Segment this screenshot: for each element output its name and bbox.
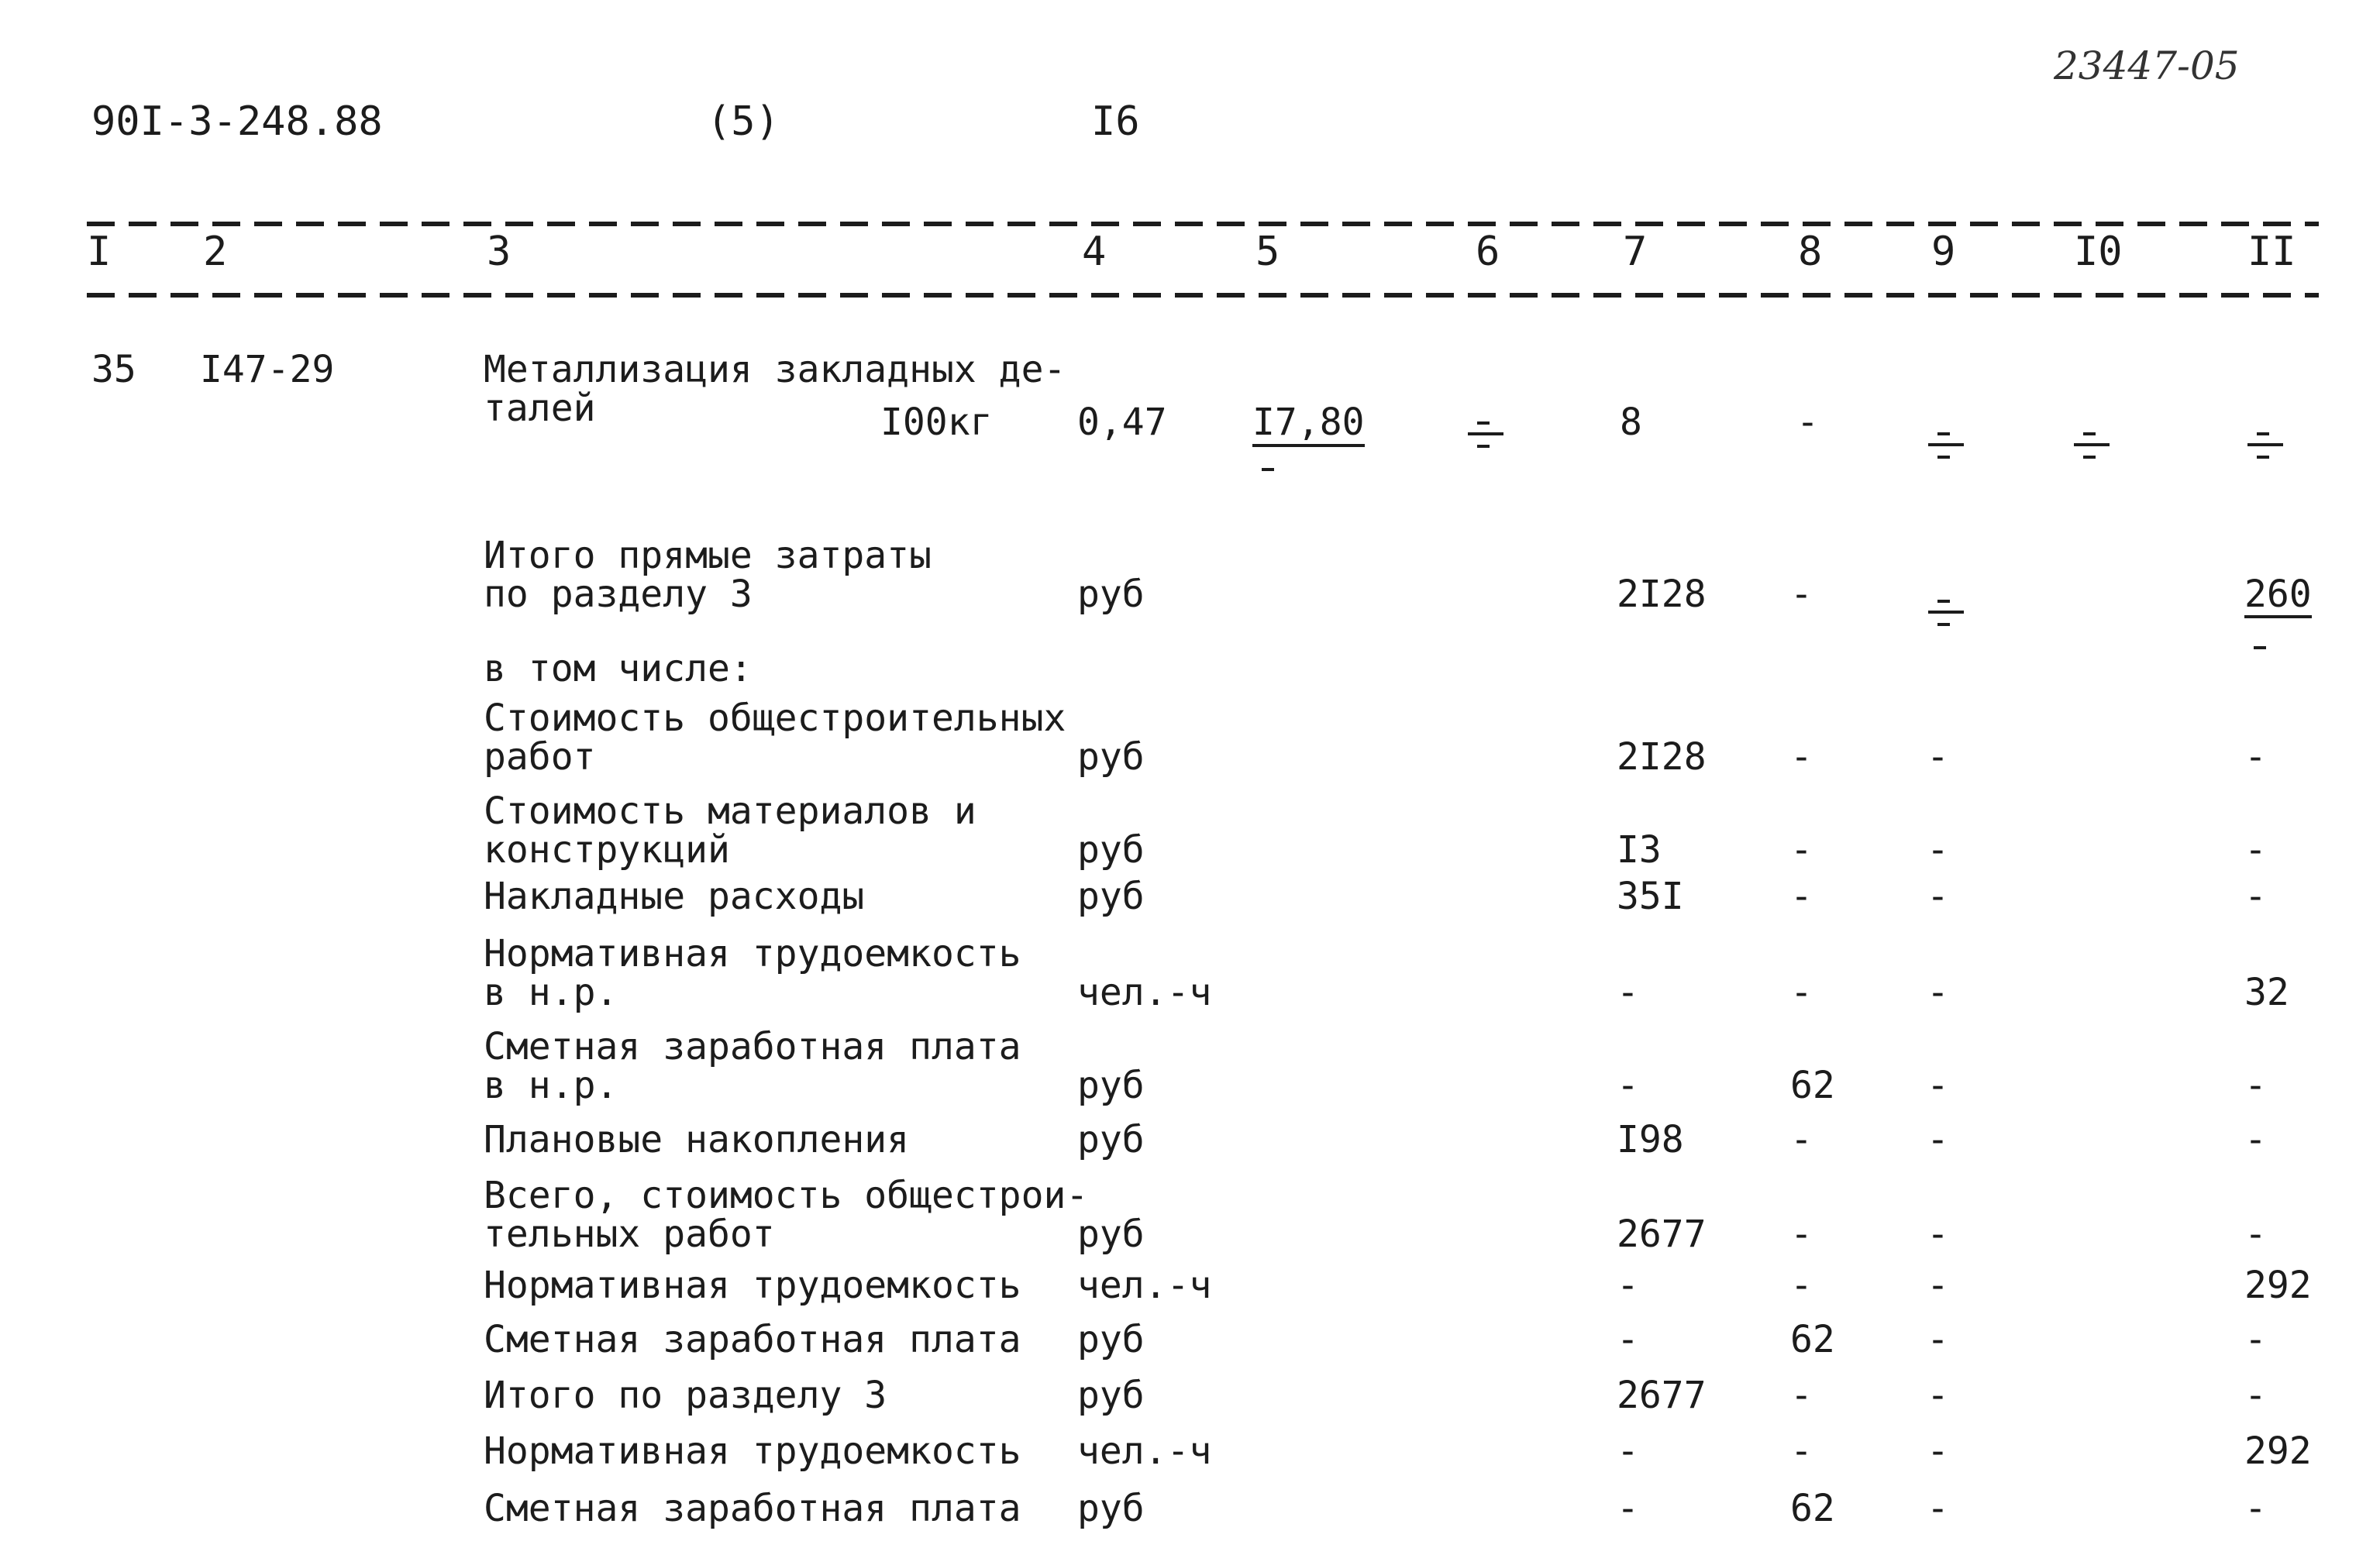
row-col9: - [1927,971,1949,1014]
row-unit: руб [1077,1487,1145,1530]
row-unit: руб [1077,1118,1145,1161]
row-col7: I98 [1617,1118,1684,1161]
column-header: 6 [1476,229,1500,275]
row-col7: - [1617,1318,1639,1361]
row-col11: - [2244,1487,2267,1530]
item-unit: I00кг [880,401,993,444]
row-col8: - [1790,573,1813,616]
row-col7: 35I [1617,875,1684,918]
item-name-line1: Металлизация закладных де- [484,348,1066,391]
column-header: 7 [1623,229,1648,275]
column-header: 2 [203,229,228,275]
fraction-mark [1252,439,1288,477]
item-col8: - [1796,401,1819,444]
row-col7: I3 [1617,828,1662,872]
row-label-line2: конструкций [484,828,730,872]
fraction-mark [1928,426,1964,465]
column-header: 9 [1931,229,1956,275]
row-label-line1: Всего, стоимость общестрои- [484,1174,1089,1217]
row-col8: 62 [1790,1487,1835,1530]
row-col8: - [1790,971,1813,1014]
row-col11: 32 [2244,971,2289,1014]
row-label-line1: Итого прямые затраты [484,534,932,577]
item-number: 35 [91,348,136,391]
part-number: (5) [707,98,780,145]
item-quantity: 0,47 [1077,401,1167,444]
column-header: 3 [487,229,511,275]
column-header: I [87,229,112,275]
dashed-rule-top [87,222,2319,226]
row-label-line1: Сметная заработная плата [484,1025,1021,1068]
fraction-mark [2247,426,2283,465]
row-label-line2: тельных работ [484,1213,775,1256]
row-unit: руб [1077,875,1145,918]
row-col7: - [1617,1064,1639,1107]
row-col11: - [2244,1213,2267,1256]
row-col7: 2I28 [1617,573,1707,616]
row-label-line1: Стоимость материалов и [484,790,976,833]
row-col11: - [2244,1374,2267,1417]
item-name-line2: талей [484,387,596,430]
row-unit: руб [1077,1318,1145,1361]
row-col8: - [1790,1374,1813,1417]
row-col11: 292 [2244,1264,2312,1307]
column-header: 5 [1255,229,1280,275]
row-col9: - [1927,1118,1949,1161]
fraction-mark [1468,415,1503,454]
item-price: I7,80 [1252,401,1365,447]
column-header: 4 [1082,229,1107,275]
row-col8: 62 [1790,1064,1835,1107]
row-unit: руб [1077,828,1145,872]
row-label-line1: Накладные расходы [484,875,865,918]
row-col8: - [1790,735,1813,779]
row-col9: - [1927,875,1949,918]
row-col9: - [1927,1264,1949,1307]
handwritten-stamp: 23447-05 [2054,43,2240,88]
row-unit: руб [1077,1064,1145,1107]
row-label-line1: Плановые накопления [484,1118,910,1161]
row-col11: - [2244,1064,2267,1107]
row-unit: руб [1077,1213,1145,1256]
row-col8: - [1790,828,1813,872]
row-col7: 2I28 [1617,735,1707,779]
row-col8: - [1790,1213,1813,1256]
row-label-line2: работ [484,735,596,779]
row-label-line1: Нормативная трудоемкость [484,932,1021,975]
row-col11: - [2244,828,2267,872]
document-code: 90I-3-248.88 [91,98,383,145]
row-col7: - [1617,1264,1639,1307]
row-unit: чел.-ч [1077,1264,1212,1307]
row-label-line1: Нормативная трудоемкость [484,1429,1021,1473]
row-label-line1: Стоимость общестроительных [484,697,1066,740]
item-col7: 8 [1620,401,1642,444]
row-col11: 292 [2244,1429,2312,1473]
row-col8: - [1790,1429,1813,1473]
row-col9: - [1927,1318,1949,1361]
row-col8: - [1790,1118,1813,1161]
row-col11: 260 [2244,573,2312,618]
fraction-mark [2244,617,2280,655]
row-col9: - [1927,828,1949,872]
row-unit: руб [1077,573,1145,616]
row-col7: - [1617,971,1639,1014]
row-label-line1: Нормативная трудоемкость [484,1264,1021,1307]
row-col9: - [1927,1429,1949,1473]
row-col11: - [2244,735,2267,779]
row-col9: - [1927,1213,1949,1256]
row-col8: 62 [1790,1318,1835,1361]
row-col7: - [1617,1429,1639,1473]
row-col7: - [1617,1487,1639,1530]
item-code: I47-29 [200,348,335,391]
row-col11: - [2244,1118,2267,1161]
page-number: I6 [1091,98,1140,145]
row-col11: - [2244,875,2267,918]
row-col8: - [1790,875,1813,918]
row-label-line1: Сметная заработная плата [484,1318,1021,1361]
row-label-line1: в том числе: [484,647,753,690]
row-label-line1: Итого по разделу 3 [484,1374,887,1417]
column-header: I0 [2074,229,2123,275]
row-col7: 2677 [1617,1213,1707,1256]
row-label-line1: Сметная заработная плата [484,1487,1021,1530]
row-unit: руб [1077,735,1145,779]
row-label-line2: по разделу 3 [484,573,753,616]
row-label-line2: в н.р. [484,971,618,1014]
fraction-mark [1928,593,1964,632]
row-unit: чел.-ч [1077,971,1212,1014]
row-col11: - [2244,1318,2267,1361]
row-col9: - [1927,1374,1949,1417]
row-col9: - [1927,735,1949,779]
row-label-line2: в н.р. [484,1064,618,1107]
row-col9: - [1927,1487,1949,1530]
row-unit: руб [1077,1374,1145,1417]
row-col7: 2677 [1617,1374,1707,1417]
column-header: II [2247,229,2296,275]
row-unit: чел.-ч [1077,1429,1212,1473]
row-col9: - [1927,1064,1949,1107]
dashed-rule-bottom [87,293,2319,298]
column-header: 8 [1798,229,1823,275]
fraction-mark [2074,426,2110,465]
row-col8: - [1790,1264,1813,1307]
